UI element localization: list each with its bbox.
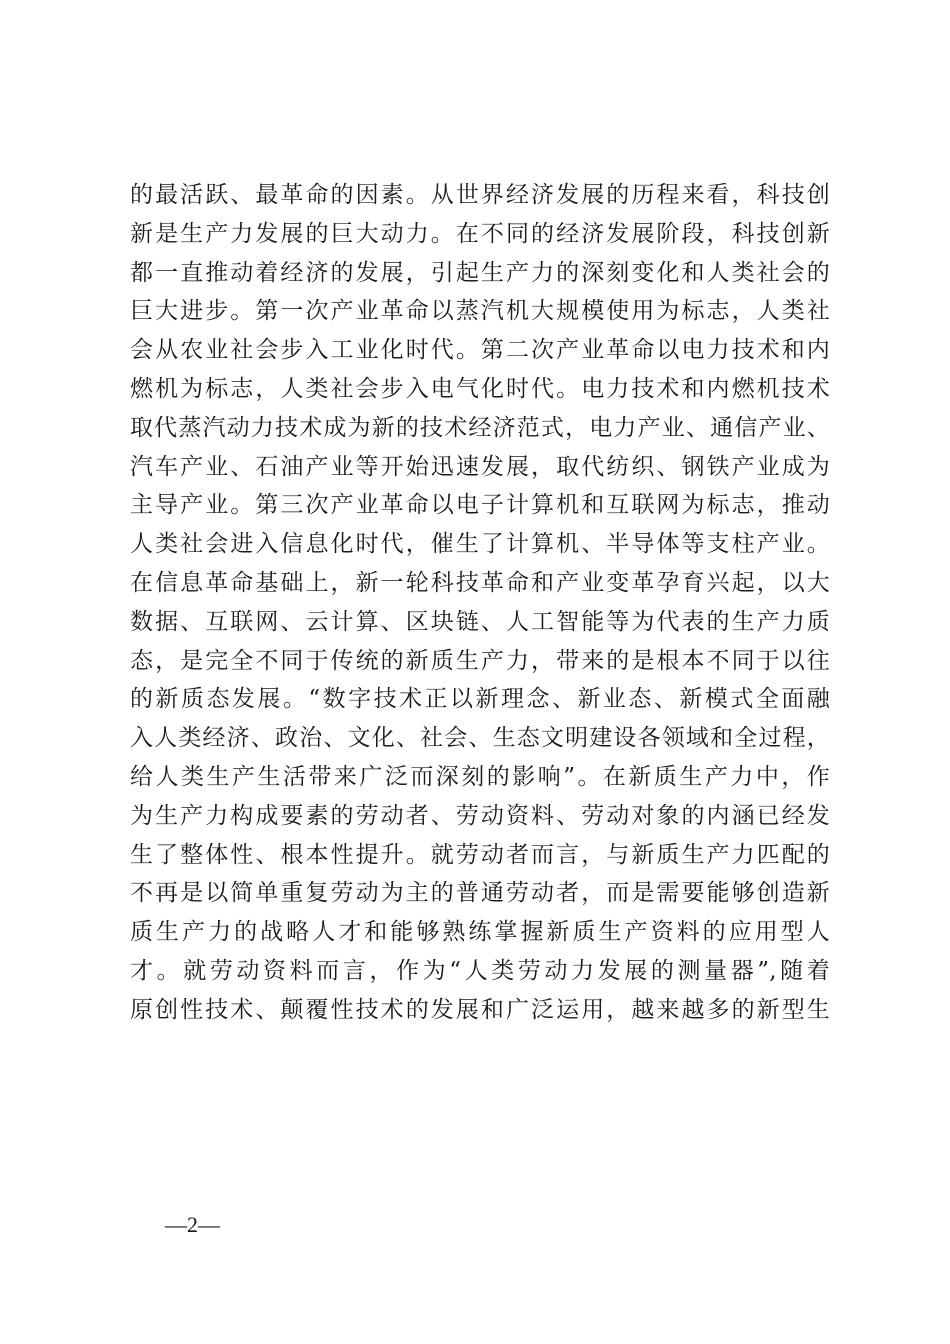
text-line: 的新质态发展。“数字技术正以新理念、新业态、新模式全面融: [130, 686, 830, 713]
text-line: 生了整体性、根本性提升。就劳动者而言，与新质生产力匹配的: [130, 841, 830, 868]
text-line: 会从农业社会步入工业化时代。第二次产业革命以电力技术和内: [130, 337, 830, 364]
text-line: 汽车产业、石油产业等开始迅速发展，取代纺织、钢铁产业成为: [130, 453, 830, 480]
text-line: 主导产业。第三次产业革命以电子计算机和互联网为标志，推动: [130, 492, 830, 519]
text-line: 在信息革命基础上，新一轮科技革命和产业变革孕育兴起，以大: [130, 569, 830, 596]
text-line: 质生产力的战略人才和能够熟练掌握新质生产资料的应用型人: [130, 919, 830, 946]
text-line: 都一直推动着经济的发展，引起生产力的深刻变化和人类社会的: [130, 259, 830, 286]
text-line: 人类社会进入信息化时代，催生了计算机、半导体等支柱产业。: [130, 531, 830, 558]
text-line: 态，是完全不同于传统的新质生产力，带来的是根本不同于以往: [130, 647, 830, 674]
text-line: 燃机为标志，人类社会步入电气化时代。电力技术和内燃机技术: [130, 375, 830, 402]
text-line: 才。就劳动资料而言，作为“人类劳动力发展的测量器”,随着: [130, 957, 830, 984]
text-line: 不再是以简单重复劳动为主的普通劳动者，而是需要能够创造新: [130, 880, 830, 907]
page-number: —2—: [165, 1212, 220, 1237]
text-line: 取代蒸汽动力技术成为新的技术经济范式，电力产业、通信产业、: [130, 414, 830, 441]
body-text: [130, 176, 830, 1030]
text-line: 原创性技术、颠覆性技术的发展和广泛运用，越来越多的新型生: [130, 996, 830, 1023]
text-line: 为生产力构成要素的劳动者、劳动资料、劳动对象的内涵已经发: [130, 802, 830, 829]
text-line: 数据、互联网、云计算、区块链、人工智能等为代表的生产力质: [130, 608, 830, 635]
text-line: 巨大进步。第一次产业革命以蒸汽机大规模使用为标志，人类社: [130, 298, 830, 325]
text-line: 的最活跃、最革命的因素。从世界经济发展的历程来看，科技创: [130, 182, 830, 208]
text-line: 新是生产力发展的巨大动力。在不同的经济发展阶段，科技创新: [130, 220, 830, 247]
text-line: 入人类经济、政治、文化、社会、生态文明建设各领域和全过程，: [130, 725, 830, 752]
text-line: 给人类生产生活带来广泛而深刻的影响”。在新质生产力中，作: [130, 763, 830, 790]
